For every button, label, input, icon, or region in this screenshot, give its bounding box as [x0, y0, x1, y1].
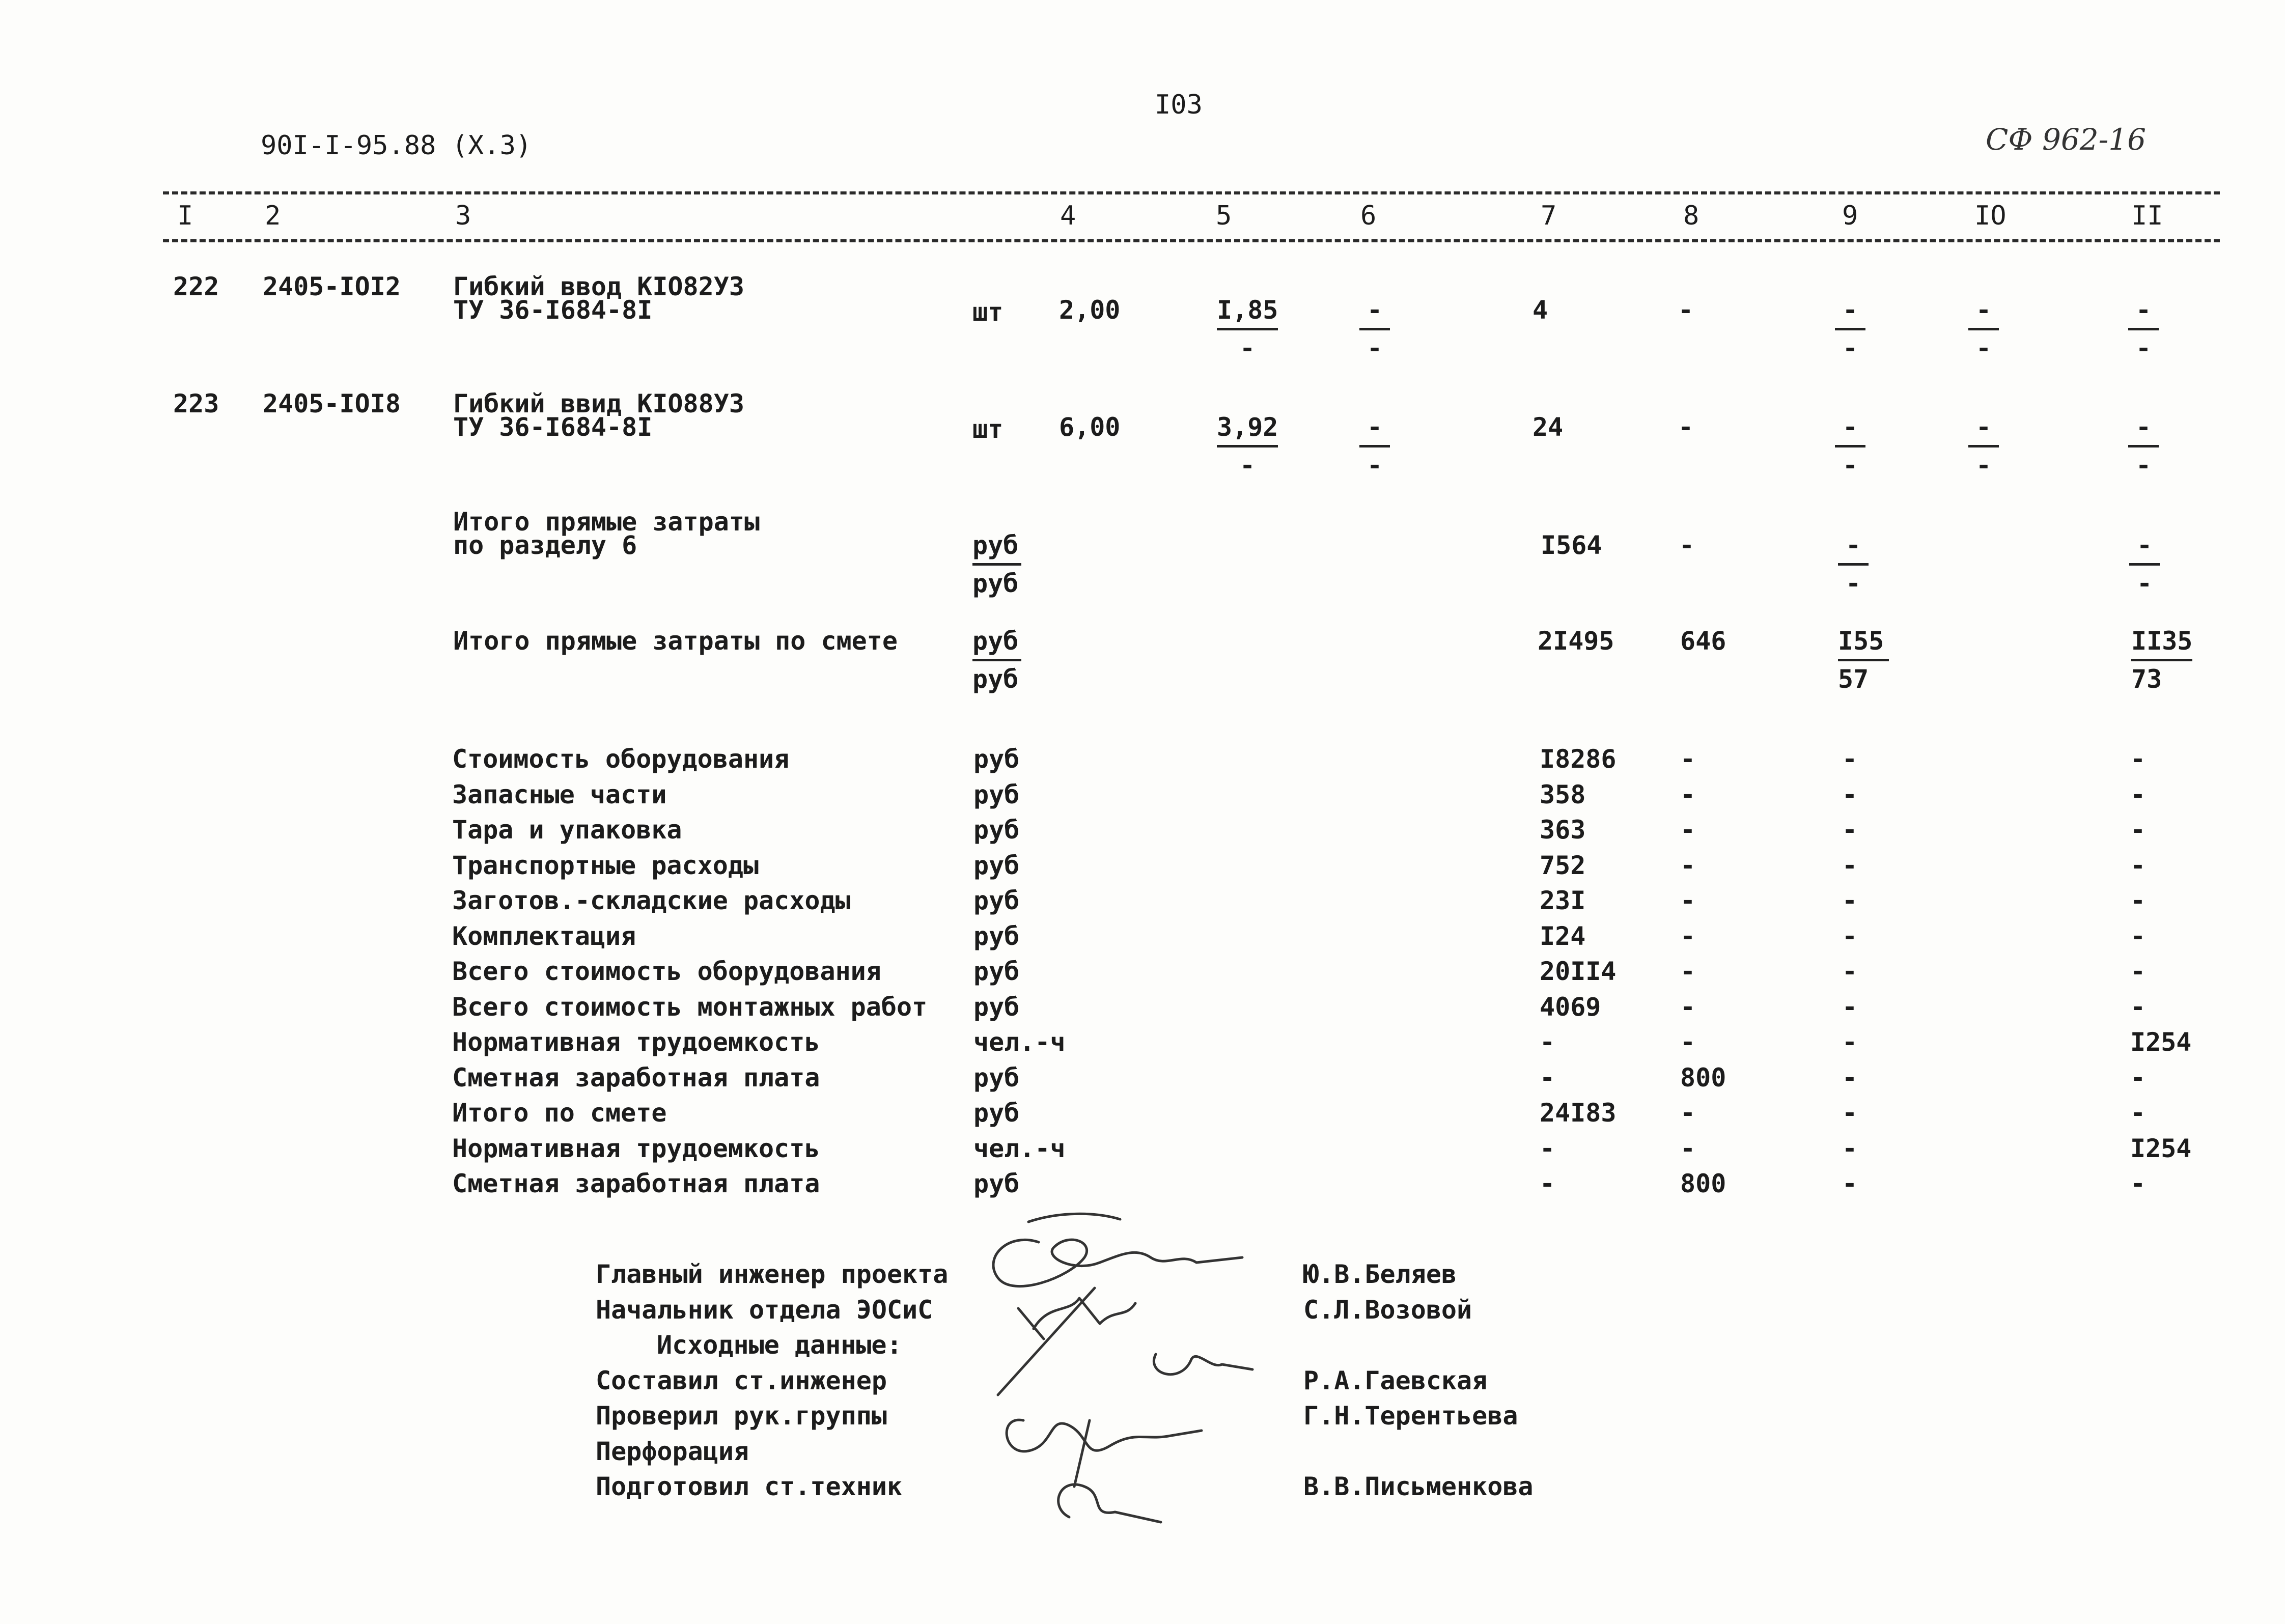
- summary-unit: руб: [973, 1169, 1020, 1198]
- col11-top: -: [2135, 295, 2152, 325]
- item-name: Гибкий ввид КIО88УЗ: [453, 389, 744, 418]
- summary-col9: -: [1842, 780, 1858, 809]
- summary-label: Сметная заработная плата: [452, 1169, 820, 1198]
- signature-role: Главный инженер проекта: [596, 1259, 949, 1289]
- col9-bottom: 57: [1838, 664, 1869, 694]
- summary-col8: -: [1680, 744, 1696, 774]
- fraction-bar: [972, 563, 1021, 566]
- summary-col11: I254: [2130, 1027, 2192, 1057]
- summary-col7: 4069: [1540, 992, 1601, 1022]
- col9-top: I55: [1838, 626, 1884, 656]
- summary-label: Нормативная трудоемкость: [452, 1134, 820, 1163]
- summary-col7: I24: [1540, 921, 1586, 951]
- summary-label: Сметная заработная плата: [452, 1063, 820, 1093]
- section-total-col9: [1838, 530, 1869, 598]
- section-total-col11: [2129, 530, 2160, 598]
- signature-role: Проверил рук.группы: [596, 1401, 887, 1431]
- col-header-10: IO: [1974, 201, 2007, 231]
- summary-col9: -: [1842, 992, 1858, 1022]
- summary-label: Тара и упаковка: [452, 815, 682, 845]
- col-header-5: 5: [1216, 201, 1232, 231]
- summary-label: Всего стоимость оборудования: [452, 957, 881, 986]
- signature-role: Составил ст.инженер: [596, 1366, 887, 1395]
- summary-col7: -: [1540, 1027, 1555, 1057]
- summary-col9: -: [1842, 851, 1858, 880]
- col10-top: -: [1975, 412, 1992, 442]
- col-header-9: 9: [1842, 201, 1858, 231]
- fraction-bar: [1217, 328, 1278, 330]
- col11-top: II35: [2131, 626, 2193, 656]
- fraction-bar: [1968, 328, 1999, 330]
- summary-col8: -: [1680, 886, 1696, 915]
- signature-role: Начальник отдела ЭОСиС: [596, 1295, 933, 1325]
- item-quantity: 2,00: [1059, 295, 1121, 325]
- summary-col8: -: [1680, 992, 1696, 1022]
- summary-label: Транспортные расходы: [452, 851, 759, 880]
- col6-top: -: [1367, 412, 1383, 442]
- summary-unit: руб: [973, 815, 1020, 845]
- section-total-col7: I564: [1541, 530, 1602, 560]
- section-total-col8: -: [1679, 530, 1695, 560]
- signature-role: Исходные данные:: [657, 1330, 902, 1360]
- summary-col9: -: [1842, 744, 1858, 774]
- summary-col9: -: [1842, 1134, 1858, 1163]
- price-bottom-value: -: [1239, 333, 1256, 363]
- col9-bottom: -: [1845, 569, 1861, 598]
- unit-bottom: руб: [972, 664, 1019, 694]
- price-bottom-value: -: [1239, 451, 1256, 480]
- summary-col11: -: [2130, 1098, 2146, 1128]
- item-col8: -: [1678, 295, 1694, 325]
- summary-col7: 23I: [1540, 886, 1586, 915]
- summary-col9: -: [1842, 1098, 1858, 1128]
- summary-col11: -: [2130, 1169, 2146, 1198]
- summary-col7: 20II4: [1540, 957, 1617, 986]
- summary-col7: I8286: [1540, 744, 1617, 774]
- summary-col7: 24I83: [1540, 1098, 1617, 1128]
- summary-unit: руб: [973, 1063, 1020, 1093]
- summary-col8: -: [1680, 815, 1696, 845]
- summary-unit: руб: [973, 957, 1020, 986]
- col9-top: -: [1845, 530, 1861, 560]
- item-col10: [1968, 297, 1999, 361]
- item-number: 223: [173, 389, 219, 418]
- summary-col7: 752: [1540, 851, 1586, 880]
- fraction-bar: [1968, 445, 1999, 447]
- fraction-bar: [1838, 563, 1869, 566]
- header-top-rule: [163, 191, 2220, 194]
- summary-col7: -: [1540, 1063, 1555, 1093]
- item-unit: шт: [972, 414, 1004, 444]
- col11-bottom: -: [2136, 569, 2153, 598]
- summary-unit: руб: [973, 851, 1020, 880]
- signatory-name: Ю.В.Беляев: [1303, 1259, 1457, 1289]
- page-number: I03: [1155, 90, 1203, 120]
- handwritten-stamp: СФ 962-16: [1986, 122, 2147, 157]
- summary-label: Заготов.-складские расходы: [452, 886, 851, 915]
- col6-bottom: -: [1367, 333, 1383, 363]
- item-code: 2405-IOI8: [263, 389, 401, 418]
- summary-col8: -: [1680, 957, 1696, 986]
- summary-col11: -: [2130, 1063, 2146, 1093]
- col11-top: -: [2135, 412, 2152, 442]
- col11-bottom: -: [2135, 333, 2152, 363]
- summary-col9: -: [1842, 1027, 1858, 1057]
- col-header-4: 4: [1060, 201, 1076, 231]
- item-col11: [2128, 414, 2159, 478]
- summary-col8: -: [1680, 1134, 1696, 1163]
- summary-unit: руб: [973, 921, 1020, 951]
- summary-col11: -: [2130, 780, 2146, 809]
- summary-col9: -: [1842, 957, 1858, 986]
- col-header-1: I: [177, 201, 193, 231]
- fraction-bar: [1835, 445, 1865, 447]
- col10-bottom: -: [1975, 451, 1992, 480]
- summary-col11: -: [2130, 815, 2146, 845]
- signatory-name: С.Л.Возовой: [1303, 1295, 1472, 1325]
- item-col9: [1835, 297, 1865, 361]
- signature-role: Подготовил ст.техник: [596, 1472, 903, 1501]
- fraction-bar: [2128, 328, 2159, 330]
- signatory-name: Р.А.Гаевская: [1303, 1366, 1488, 1395]
- summary-col11: -: [2130, 957, 2146, 986]
- summary-unit: руб: [973, 1098, 1020, 1128]
- item-unit: шт: [972, 297, 1004, 327]
- item-col6: [1359, 297, 1390, 361]
- summary-unit: руб: [973, 780, 1020, 809]
- signatory-name: Г.Н.Терентьева: [1303, 1401, 1518, 1431]
- summary-unit: руб: [973, 744, 1020, 774]
- col9-bottom: -: [1842, 451, 1858, 480]
- item-col11: [2128, 297, 2159, 361]
- col11-bottom: 73: [2131, 664, 2162, 694]
- summary-col8: 800: [1680, 1063, 1726, 1093]
- summary-col8: -: [1680, 780, 1696, 809]
- unit-top: руб: [972, 626, 1019, 656]
- fraction-bar: [2131, 659, 2192, 661]
- summary-label: Комплектация: [452, 921, 636, 951]
- item-unit-price: [1217, 297, 1278, 361]
- estimate-total-col7: 2I495: [1538, 626, 1614, 656]
- summary-col9: -: [1842, 886, 1858, 915]
- summary-col11: -: [2130, 744, 2146, 774]
- summary-col9: -: [1842, 1063, 1858, 1093]
- item-spec: ТУ 36-I684-8I: [453, 295, 653, 325]
- price-value: I,85: [1217, 295, 1278, 325]
- summary-unit: чел.-ч: [973, 1027, 1066, 1057]
- col6-top: -: [1367, 295, 1383, 325]
- item-quantity: 6,00: [1059, 412, 1121, 442]
- col9-top: -: [1842, 295, 1858, 325]
- fraction-bar: [1217, 445, 1278, 447]
- item-name: Гибкий ввод КIО82УЗ: [453, 272, 744, 301]
- estimate-total-unit: [972, 628, 1021, 692]
- unit-top: руб: [972, 530, 1019, 560]
- summary-col9: -: [1842, 1169, 1858, 1198]
- item-col6: [1359, 414, 1390, 478]
- estimate-total-col8: 646: [1680, 626, 1726, 656]
- col-header-7: 7: [1541, 201, 1557, 231]
- summary-col8: 800: [1680, 1169, 1726, 1198]
- summary-col11: -: [2130, 886, 2146, 915]
- col10-top: -: [1975, 295, 1992, 325]
- summary-label: Стоимость оборудования: [452, 744, 790, 774]
- signatory-name: В.В.Письменкова: [1303, 1472, 1534, 1501]
- summary-unit: чел.-ч: [973, 1134, 1066, 1163]
- summary-col8: -: [1680, 851, 1696, 880]
- estimate-total-col9: [1838, 628, 1889, 692]
- item-col9: [1835, 414, 1865, 478]
- summary-col8: -: [1680, 1098, 1696, 1128]
- item-col8: -: [1678, 412, 1694, 442]
- summary-unit: руб: [973, 886, 1020, 915]
- col9-top: -: [1842, 412, 1858, 442]
- item-unit-price: [1217, 414, 1278, 478]
- summary-unit: руб: [973, 992, 1020, 1022]
- summary-col11: -: [2130, 921, 2146, 951]
- fraction-bar: [2128, 445, 2159, 447]
- signature-role: Перфорация: [596, 1437, 749, 1466]
- fraction-bar: [1359, 328, 1390, 330]
- summary-col11: -: [2130, 851, 2146, 880]
- summary-col9: -: [1842, 921, 1858, 951]
- summary-col9: -: [1842, 815, 1858, 845]
- col-header-2: 2: [265, 201, 281, 231]
- col9-bottom: -: [1842, 333, 1858, 363]
- item-code: 2405-IOI2: [263, 272, 401, 301]
- col-header-8: 8: [1683, 201, 1699, 231]
- handwritten-signatures: [967, 1201, 1324, 1548]
- summary-label: Всего стоимость монтажных работ: [452, 992, 928, 1022]
- item-col7: 4: [1532, 295, 1548, 325]
- section-total-label-line2: по разделу 6: [453, 530, 637, 560]
- section-total-unit: [972, 530, 1021, 598]
- price-value: 3,92: [1217, 412, 1278, 442]
- summary-col7: -: [1540, 1134, 1555, 1163]
- summary-col7: 363: [1540, 815, 1586, 845]
- summary-col11: -: [2130, 992, 2146, 1022]
- fraction-bar: [1835, 328, 1865, 330]
- summary-label: Нормативная трудоемкость: [452, 1027, 820, 1057]
- document-code: 90I-I-95.88 (X.3): [261, 130, 532, 161]
- summary-label: Запасные части: [452, 780, 667, 809]
- section-total-label-line1: Итого прямые затраты: [453, 507, 760, 537]
- header-bottom-rule: [163, 239, 2220, 242]
- fraction-bar: [1838, 659, 1889, 661]
- item-col7: 24: [1532, 412, 1564, 442]
- summary-label: Итого по смете: [452, 1098, 667, 1128]
- fraction-bar: [2129, 563, 2160, 566]
- summary-col11: I254: [2130, 1134, 2192, 1163]
- col-header-6: 6: [1360, 201, 1377, 231]
- fraction-bar: [972, 659, 1021, 661]
- summary-col7: -: [1540, 1169, 1555, 1198]
- estimate-total-col11: [2131, 628, 2192, 692]
- col-header-3: 3: [455, 201, 471, 231]
- summary-col8: -: [1680, 921, 1696, 951]
- estimate-total-label: Итого прямые затраты по смете: [453, 626, 898, 656]
- col10-bottom: -: [1975, 333, 1992, 363]
- summary-col8: -: [1680, 1027, 1696, 1057]
- item-col10: [1968, 414, 1999, 478]
- item-spec: ТУ 36-I684-8I: [453, 412, 653, 442]
- col11-bottom: -: [2135, 451, 2152, 480]
- col6-bottom: -: [1367, 451, 1383, 480]
- summary-col7: 358: [1540, 780, 1586, 809]
- item-number: 222: [173, 272, 219, 301]
- unit-bottom: руб: [972, 569, 1019, 598]
- fraction-bar: [1359, 445, 1390, 447]
- col-header-11: II: [2131, 201, 2163, 231]
- col11-top: -: [2136, 530, 2153, 560]
